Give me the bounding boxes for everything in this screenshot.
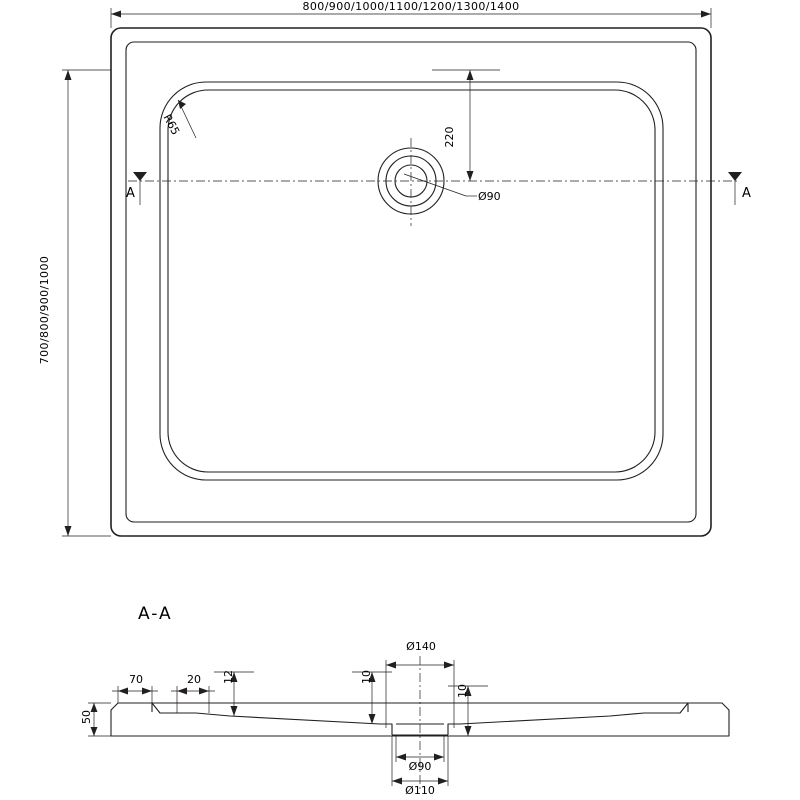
section-dim-20 <box>171 686 215 713</box>
section-mark-left: A <box>126 186 135 201</box>
plan-drain-diameter-leader <box>404 174 477 196</box>
plan-corner-radius-label: R65 <box>160 112 183 138</box>
plan-drain-offset-label: 220 <box>443 126 456 148</box>
plan-height-label: 700/800/900/1000 <box>38 255 51 365</box>
plan-drain-diameter-label: Ø90 <box>478 190 501 203</box>
section-label-90: Ø90 <box>408 760 432 773</box>
section-title: A-A <box>138 604 173 624</box>
section-label-140: Ø140 <box>406 640 436 653</box>
plan-tray-outline <box>111 28 711 536</box>
plan-height-dimension <box>62 70 111 536</box>
plan-drain <box>378 138 444 226</box>
plan-width-label: 800/900/1000/1100/1200/1300/1400 <box>302 0 520 13</box>
section-label-12: 12 <box>222 670 235 684</box>
section-label-10-right: 10 <box>456 684 469 698</box>
section-label-10-left: 10 <box>360 670 373 684</box>
section-label-70: 70 <box>129 673 143 686</box>
section-label-20: 20 <box>187 673 201 686</box>
section-label-110: Ø110 <box>405 784 435 797</box>
section-mark-right: A <box>742 186 751 201</box>
section-label-50: 50 <box>80 710 93 724</box>
section-dim-70 <box>112 686 158 703</box>
